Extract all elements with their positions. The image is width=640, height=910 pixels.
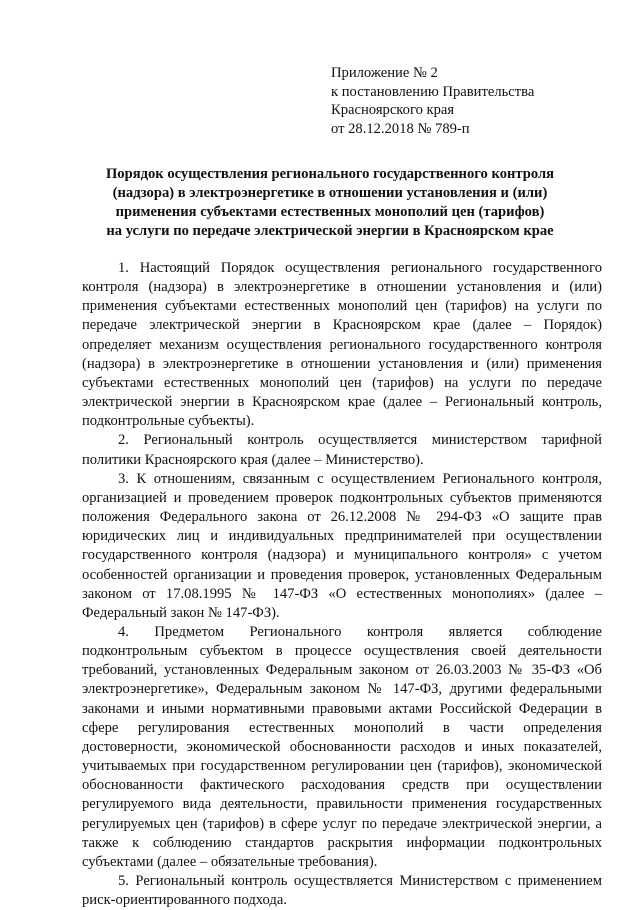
document-body xyxy=(82,259,602,910)
paragraph-5: 5. Региональный контроль осуществляется Министерством с применением риск-ориентированного подхода. xyxy=(82,873,602,909)
paragraph-2: 2. Региональный контроль осуществляется министерством тарифной политики Красноярского края (далее – Министерство). xyxy=(82,432,602,468)
title-line: Порядок осуществления регионального государственного контроля xyxy=(105,166,555,182)
paragraph-4: 4. Предметом Регионального контроля является соблюдение подконтрольным субъектом в процессе осуществления своей деятельности требований, установленных Федеральным законом от 26.03.2003 № 35-ФЗ «Об электроэнергетике», Федеральным законом № 147-ФЗ, другими федеральными законами и иными нормативными правовыми актами Российской Федерации в сфере регулирования естественных монополий в части определения достоверности, экономической обоснованности расходов и иных показателей, учитываемых при государственном регулировании цен (тарифов), экономической обоснованности фактического расходования средств при осуществлении регулируемого вида деятельности, правильности применения государственных регулируемых цен (тарифов) в сфере услуг по передаче электрической энергии, а также к соблюдению стандартов раскрытия информации подконтрольных субъектами (далее – обязательные требования). xyxy=(82,623,602,870)
appendix-header xyxy=(331,64,534,138)
paragraph-3: 3. К отношениям, связанным с осуществлением Регионального контроля, организацией и проведением проверок подконтрольных субъектов применяются положения Федерального закона от 26.12.2008 № 294-ФЗ «О защите прав юридических лиц и индивидуальных предпринимателей при осуществлении государственного контроля (надзора) и муниципального контроля» с учетом особенностей организации и проведения проверок, установленных Федеральным законом от 17.08.1995 № 147-ФЗ «О естественных монополиях» (далее – Федеральный закон № 147-ФЗ). xyxy=(82,470,602,621)
appendix-line: от 28.12.2018 № 789-п xyxy=(331,120,470,137)
paragraph-1: 1. Настоящий Порядок осуществления регионального государственного контроля (надзора) в электроэнергетике в отношении установления и (или) применения субъектами естественных монополий цен (тарифов) на услуги по передаче электрической энергии в Красноярском крае (далее – Порядок) определяет механизм осуществления регионального государственного контроля (надзора) в электроэнергетике в отношении установления и (или) применения субъектами естественных монополий цен (тарифов) на услуги по передаче электрической энергии в Красноярском крае (далее – Региональный контроль, подконтрольные субъекты). xyxy=(82,260,602,430)
appendix-line: Красноярского края xyxy=(331,102,455,118)
title-line: (надзора) в электроэнергетике в отношении установления и (или) xyxy=(112,185,548,201)
title-line: на услуги по передаче электрической энергии в Красноярском крае xyxy=(106,223,554,239)
title-line: применения субъектами естественных монополий цен (тарифов) xyxy=(115,204,545,220)
document-title xyxy=(60,165,600,241)
appendix-line: к постановлению Правительства xyxy=(331,83,535,100)
appendix-line: Приложение № 2 xyxy=(331,65,438,81)
